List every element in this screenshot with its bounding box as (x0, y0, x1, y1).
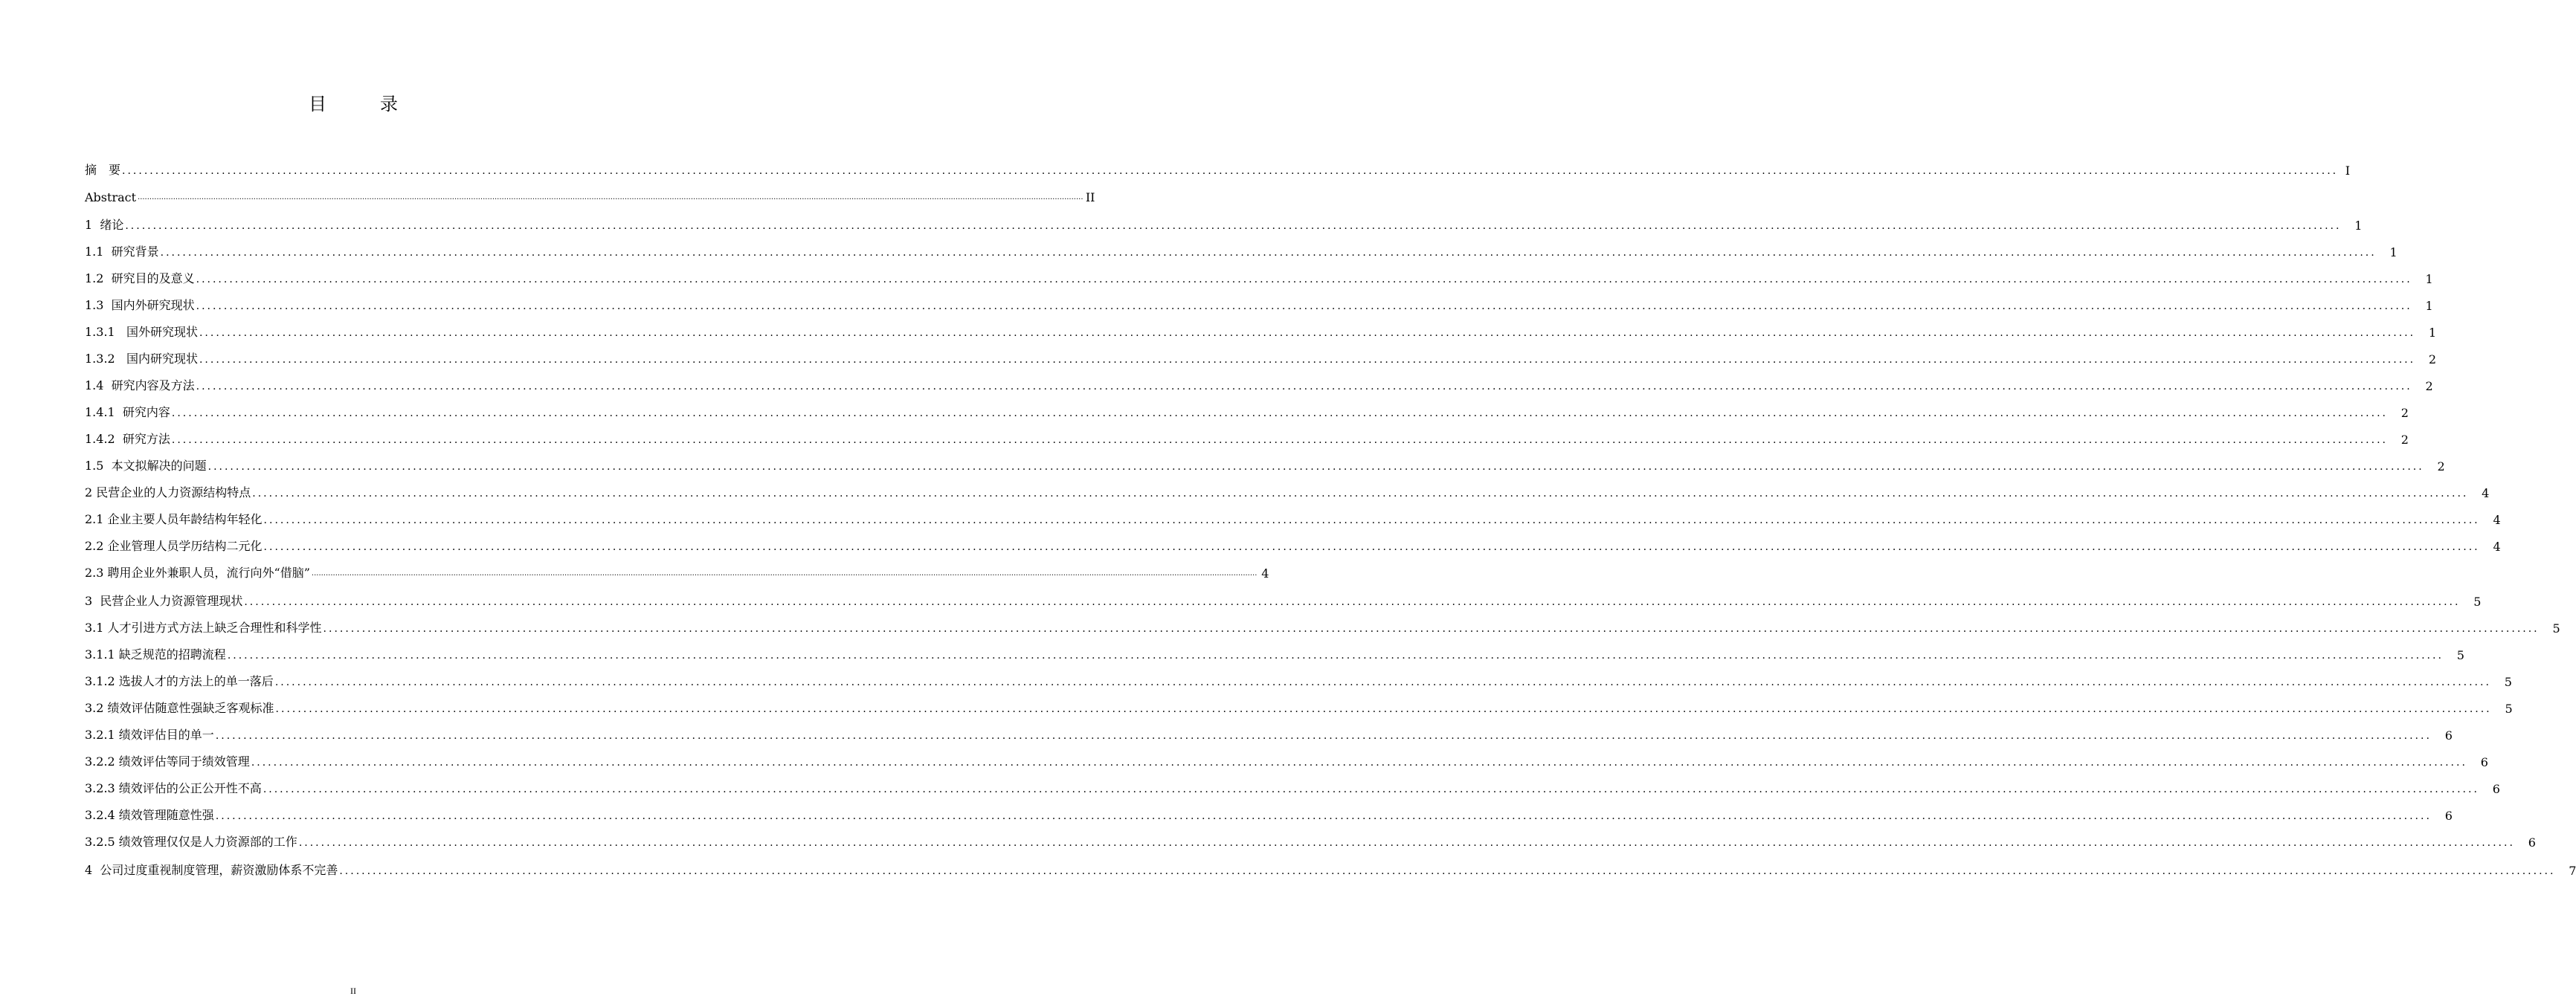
toc-entry-page: 4 (2493, 513, 2501, 527)
toc-entry-page: 6 (2528, 835, 2536, 850)
toc-leader-dots: ................................................................................................................................................................................................................................................................................................................................................................................................................ (215, 730, 2432, 742)
toc-entry-page: 7 (2569, 864, 2576, 878)
toc-entry[interactable] (85, 832, 2536, 850)
toc-entry[interactable] (85, 456, 2445, 473)
toc-entry-page: 5 (2552, 621, 2560, 636)
toc-leader-dots: ................................................................................................................................................................................................................................................................................................................................................................................................................ (263, 514, 2480, 526)
toc-entry-label: 1.1 研究背景 (85, 245, 159, 259)
toc-entry-label: 3.2.5 绩效管理仅仅是人力资源部的工作 (85, 835, 297, 849)
toc-entry-page: 6 (2444, 809, 2453, 823)
toc-entry-label: 3.2 绩效评估随意性强缺乏客观标准 (85, 701, 274, 715)
toc-entry-page: 4 (1261, 566, 1269, 581)
toc-entry-page: I (2345, 164, 2351, 178)
toc-entry-page: 2 (2437, 459, 2445, 473)
toc-entry-page: 6 (2492, 782, 2500, 796)
toc-entry-page: 5 (2504, 675, 2512, 689)
toc-leader-dots: ................................................................................................................................................................................................................................................................................................................................................................................................................ (251, 757, 2467, 769)
toc-entry[interactable] (85, 483, 2490, 500)
toc-entry-label: 1.4.2 研究方法 (85, 432, 170, 446)
toc-entry[interactable] (85, 592, 2482, 609)
toc-entry[interactable] (85, 725, 2453, 743)
toc-entry-label: 1.4.1 研究内容 (85, 405, 170, 419)
toc-entry[interactable] (85, 376, 2433, 393)
toc-entry[interactable] (85, 510, 2501, 527)
toc-leader-dots: ................................................................................................................................................................................................................................................................................................................................................................................................................ (196, 300, 2412, 312)
toc-entry-label: 1 绪论 (85, 218, 124, 232)
toc-leader-dots: ................................................................................................................................................................................................................................................................................................................................................................................................................ (196, 274, 2412, 285)
toc-leader-dots: ................................................................................................................................................................................................................................................................................................................................................................................................................ (160, 247, 2377, 259)
toc-entry-page: 1 (2428, 326, 2437, 340)
toc-leader-dots: ................................................................................................................................................................................................................................................................................................................................................................................................................ (275, 703, 2492, 715)
toc-entry-page: 5 (2456, 648, 2464, 662)
toc-entry-label: 1.3 国内外研究现状 (85, 298, 195, 312)
toc-entry-page: II (1085, 190, 1095, 204)
toc-entry-label: 1.5 本文拟解决的问题 (85, 459, 207, 473)
toc-entry[interactable] (85, 672, 2512, 689)
toc-entry-label: 2 民营企业的人力资源结构特点 (85, 485, 251, 500)
toc-entry[interactable] (85, 190, 1095, 204)
toc-leader-dots: ................................................................................................................................................................................................................................................................................................................................................................................................................ (227, 650, 2444, 662)
toc-entry[interactable] (85, 323, 2437, 340)
toc-entry-label: 摘 要 (85, 163, 121, 177)
toc-leader-dots: ................................................................................................................................................................................................................................................................................................................................................................................................................ (138, 193, 1083, 201)
toc-entry-label: 3.1.2 选拔人才的方法上的单一落后 (85, 674, 274, 688)
toc-entry-page: 1 (2354, 219, 2363, 233)
toc-entry[interactable] (85, 752, 2488, 769)
toc-entry[interactable] (85, 779, 2500, 796)
toc-entry[interactable] (85, 216, 2363, 233)
toc-entry-label: 1.4 研究内容及方法 (85, 378, 195, 392)
toc-entry-page: 1 (2425, 299, 2433, 313)
toc-leader-dots: ................................................................................................................................................................................................................................................................................................................................................................................................................ (171, 407, 2388, 419)
toc-leader-dots: ................................................................................................................................................................................................................................................................................................................................................................................................................ (215, 810, 2432, 822)
toc-entry-page: 4 (2482, 486, 2490, 500)
toc-entry-label: 3.1.1 缺乏规范的招聘流程 (85, 647, 226, 662)
toc-entry[interactable] (85, 645, 2464, 662)
toc-entry-page: 4 (2493, 540, 2501, 554)
toc-entry-label: 3.2.3 绩效评估的公正公开性不高 (85, 781, 262, 795)
toc-entry[interactable] (85, 618, 2560, 636)
toc-entry-label: Abstract (85, 190, 137, 204)
toc-leader-dots: ................................................................................................................................................................................................................................................................................................................................................................................................................ (199, 354, 2416, 366)
toc-entry[interactable] (85, 861, 2576, 878)
toc-entry[interactable] (85, 161, 2351, 178)
toc-entry-page: 2 (2428, 352, 2437, 366)
toc-entry[interactable] (85, 269, 2433, 286)
toc-leader-dots: ................................................................................................................................................................................................................................................................................................................................................................................................................ (125, 220, 2342, 232)
toc-entry[interactable] (85, 806, 2453, 823)
toc-leader-dots: ................................................................................................................................................................................................................................................................................................................................................................................................................ (171, 434, 2388, 446)
toc-entry-label: 2.1 企业主要人员年龄结构年轻化 (85, 512, 263, 526)
toc-entry[interactable] (85, 563, 1269, 581)
toc-entry-page: 1 (2389, 245, 2398, 259)
toc-entry[interactable] (85, 349, 2437, 366)
toc-entry[interactable] (85, 403, 2409, 420)
toc-entry-label: 3.2.4 绩效管理随意性强 (85, 808, 214, 822)
toc-leader-dots: ................................................................................................................................................................................................................................................................................................................................................................................................................ (199, 327, 2416, 339)
toc-leader-dots: ................................................................................................................................................................................................................................................................................................................................................................................................................ (298, 837, 2515, 849)
toc-entry-label: 2.3 聘用企业外兼职人员，流行向外“借脑” (85, 566, 310, 580)
page-title: 目 录 (309, 94, 416, 114)
toc-entry-page: 5 (2505, 702, 2513, 716)
toc-entry-page: 1 (2425, 272, 2433, 286)
toc-leader-dots: ................................................................................................................................................................................................................................................................................................................................................................................................................ (263, 541, 2480, 553)
toc-leader-dots: ................................................................................................................................................................................................................................................................................................................................................................................................................ (252, 488, 2469, 500)
toc-leader-dots: ................................................................................................................................................................................................................................................................................................................................................................................................................ (323, 623, 2540, 635)
toc-entry-page: 6 (2444, 728, 2453, 743)
toc-entry-page: 2 (2400, 433, 2409, 447)
toc-leader-dots: ................................................................................................................................................................................................................................................................................................................................................................................................................ (207, 461, 2424, 473)
toc-entry-label: 3 民营企业人力资源管理现状 (85, 594, 243, 608)
toc-leader-dots: ................................................................................................................................................................................................................................................................................................................................................................................................................ (244, 596, 2461, 608)
toc-leader-dots: ................................................................................................................................................................................................................................................................................................................................................................................................................ (311, 569, 1258, 578)
toc-entry-page: 6 (2480, 755, 2488, 769)
toc-entry[interactable] (85, 699, 2513, 716)
toc-entry[interactable] (85, 242, 2398, 259)
toc-leader-dots: ................................................................................................................................................................................................................................................................................................................................................................................................................ (339, 865, 2556, 877)
toc-entry-label: 1.3.1 国外研究现状 (85, 325, 198, 339)
toc-entry-label: 1.2 研究目的及意义 (85, 271, 195, 285)
toc-leader-dots: ................................................................................................................................................................................................................................................................................................................................................................................................................ (274, 676, 2491, 688)
toc-leader-dots: ................................................................................................................................................................................................................................................................................................................................................................................................................ (263, 783, 2479, 795)
toc-entry-label: 4 公司过度重视制度管理，薪资激励体系不完善 (85, 863, 338, 877)
toc-entry-label: 2.2 企业管理人员学历结构二元化 (85, 539, 263, 553)
toc-entry-label: 3.2.2 绩效评估等同于绩效管理 (85, 754, 250, 769)
page-number: II (350, 986, 356, 996)
toc-entry[interactable] (85, 537, 2501, 554)
toc-leader-dots: ................................................................................................................................................................................................................................................................................................................................................................................................................ (122, 165, 2339, 177)
toc-entry-label: 3.2.1 绩效评估目的单一 (85, 728, 214, 742)
toc-entry-page: 5 (2473, 595, 2482, 609)
toc-entry-page: 2 (2400, 406, 2409, 420)
toc-entry[interactable] (85, 430, 2409, 447)
toc-entry-label: 1.3.2 国内研究现状 (85, 352, 198, 366)
toc-entry[interactable] (85, 296, 2433, 313)
toc-entry-page: 2 (2425, 379, 2433, 393)
toc-entry-label: 3.1 人才引进方式方法上缺乏合理性和科学性 (85, 621, 322, 635)
toc-leader-dots: ................................................................................................................................................................................................................................................................................................................................................................................................................ (196, 381, 2412, 392)
